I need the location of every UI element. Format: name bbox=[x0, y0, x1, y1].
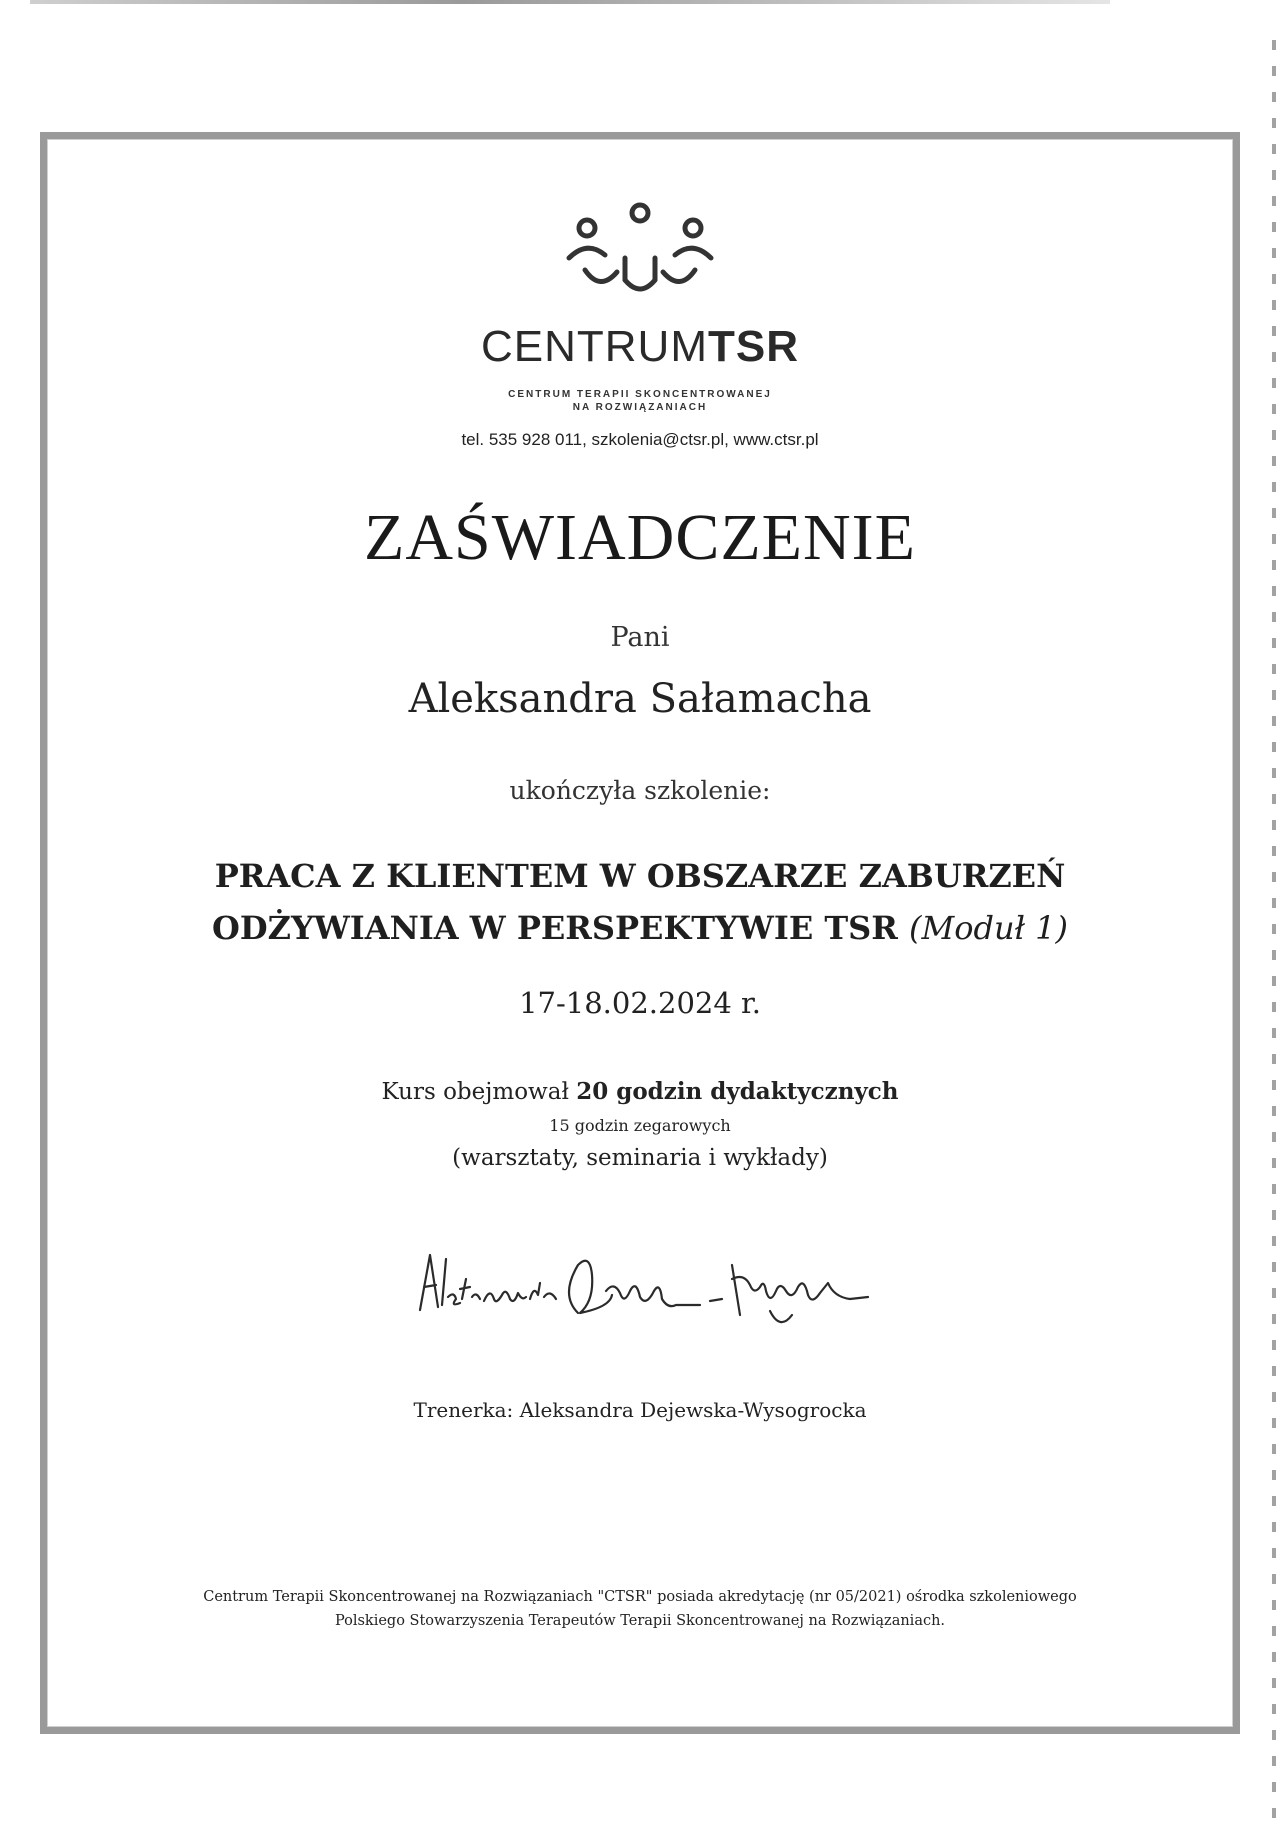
brand-name: CENTRUMTSR bbox=[481, 322, 799, 371]
course-format: (warsztaty, seminaria i wykłady) bbox=[452, 1145, 828, 1171]
brand-tagline: CENTRUM TERAPII SKONCENTROWANEJ NA ROZWIĄZANIACH bbox=[508, 389, 772, 413]
course-title: PRACA Z KLIENTEM W OBSZARZE ZABURZEŃ ODŻYWIANIA W PERSPEKTYWIE TSR (Moduł 1) bbox=[212, 857, 1068, 947]
course-hours: Kurs obejmował 20 godzin dydaktycznych bbox=[381, 1078, 899, 1105]
clock-hours: 15 godzin zegarowych bbox=[549, 1116, 731, 1135]
certificate-title: ZAŚWIADCZENIE bbox=[364, 501, 916, 574]
recipient-name: Aleksandra Sałamacha bbox=[408, 676, 872, 722]
three-people-logo-icon bbox=[555, 200, 725, 310]
contact-info: tel. 535 928 011, szkolenia@ctsr.pl, www.ctsr.pl bbox=[461, 430, 819, 449]
salutation: Pani bbox=[610, 622, 670, 653]
trainer-name: Trenerka: Aleksandra Dejewska-Wysogrocka bbox=[413, 1398, 867, 1422]
trainer-signature bbox=[410, 1235, 870, 1345]
course-dates: 17-18.02.2024 r. bbox=[519, 986, 761, 1020]
completed-text: ukończyła szkolenie: bbox=[509, 776, 771, 805]
accreditation-footer: Centrum Terapii Skoncentrowanej na Rozwiązaniach "CTSR" posiada akredytację (nr 05/2021) ośrodka szkoleniowego Polskiego Stowarzyszenia Terapeutów Terapii Skoncentrowanej na Rozwiązaniach. bbox=[203, 1589, 1077, 1629]
scan-edge-top bbox=[30, 0, 1110, 4]
